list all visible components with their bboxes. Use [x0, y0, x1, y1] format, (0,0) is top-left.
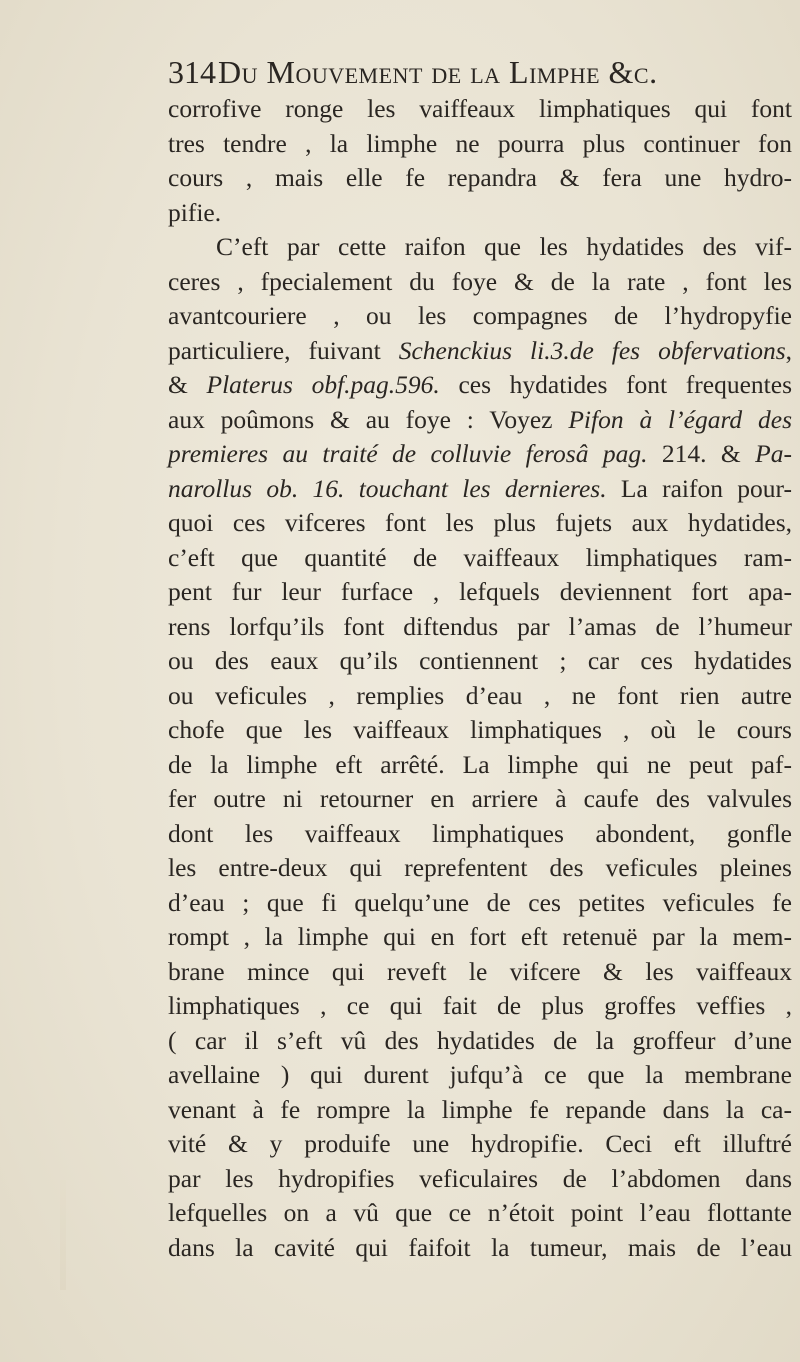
- text-line: fer outre ni retourner en arriere à caufe des valvules: [168, 784, 792, 813]
- citation-italic: Platerus obf.pag.596.: [206, 370, 440, 399]
- citation-italic: Pifon à l’égard des: [568, 404, 793, 434]
- line-roman: ces hydatides font frequentes: [439, 370, 793, 399]
- citation-italic: Pa-: [755, 439, 792, 468]
- text-line: rompt , la limphe qui en fort eft retenuë par la mem-: [168, 922, 792, 951]
- text-line: [168, 334, 792, 369]
- text-line: quoi ces vifceres font les plus fujets aux hydatides,: [168, 508, 792, 537]
- text-line: corrofive ronge les vaiffeaux limphatiques qui font: [168, 94, 792, 123]
- text-line: cours , mais elle fe repandra & fera une hydro-: [168, 163, 792, 192]
- text-line: ceres , fpecialement du foye & de la rate , font les: [168, 266, 792, 296]
- text-line: c’eft que quantité de vaiffeaux limphatiques ram-: [168, 542, 792, 572]
- text-line: [168, 403, 792, 438]
- citation-italic: premieres au traité de colluvie ferosâ pag.: [168, 439, 648, 468]
- paragraph-start-line: C’eft par cette raifon que les hydatides des vif-: [216, 232, 792, 261]
- page-number: 314: [168, 54, 216, 90]
- paper-stain: [60, 1180, 66, 1290]
- text-line: lefquelles on a vû que ce n’étoit point l’eau flottante: [168, 1198, 792, 1227]
- text-line: avantcouriere , ou les compagnes de l’hydropyfie: [168, 301, 792, 330]
- line-roman: ,: [785, 335, 792, 365]
- text-line: de la limphe eft arrêté. La limphe qui ne peut paf-: [168, 749, 792, 779]
- text-line: [168, 437, 792, 472]
- text-line: [168, 368, 792, 403]
- text-line: chofe que les vaiffeaux limphatiques , où le cours: [168, 715, 792, 744]
- page-header: [168, 50, 788, 94]
- text-line: ou des eaux qu’ils contiennent ; car ces hydatides: [168, 646, 792, 675]
- citation-italic: narollus ob. 16. touchant les dernieres.: [168, 473, 607, 503]
- text-line: avellaine ) qui durent jufqu’à ce que la membrane: [168, 1060, 792, 1089]
- text-line: dans la cavité qui faifoit la tumeur, mais de l’eau: [168, 1232, 792, 1262]
- text-line: vité & y produife une hydropifie. Ceci eft illuftré: [168, 1129, 792, 1158]
- text-line: par les hydropifies veficulaires de l’abdomen dans: [168, 1163, 792, 1193]
- text-line: brane mince qui reveft le vifcere & les vaiffeaux: [168, 956, 792, 986]
- text-line: ou veficules , remplies d’eau , ne font rien autre: [168, 680, 792, 710]
- text-line: limphatiques , ce qui fait de plus groffes veffies ,: [168, 991, 792, 1020]
- text-line: pifie.: [168, 197, 222, 227]
- text-line: tres tendre , la limphe ne pourra plus continuer fon: [168, 128, 792, 158]
- line-roman: 214. &: [647, 439, 756, 468]
- line-roman: aux poûmons & au foye : Voyez: [168, 404, 569, 434]
- line-roman: La raifon pour-: [606, 473, 792, 503]
- citation-italic: Schenckius li.3.de fes obfervations: [398, 335, 786, 365]
- body-text: [168, 92, 792, 1265]
- line-roman: particuliere, fuivant: [168, 335, 399, 365]
- text-line: d’eau ; que fi quelqu’une de ces petites veficules fe: [168, 887, 792, 917]
- text-line: ( car il s’eft vû des hydatides de la groffeur d’une: [168, 1025, 792, 1055]
- text-line: venant à fe rompre la limphe fe repande dans la ca-: [168, 1094, 792, 1124]
- text-line: les entre-deux qui reprefentent des veficules pleines: [168, 853, 792, 882]
- text-line: rens lorfqu’ils font diftendus par l’amas de l’humeur: [168, 611, 792, 641]
- text-line: [168, 472, 792, 507]
- text-line: dont les vaiffeaux limphatiques abondent, gonfle: [168, 818, 792, 848]
- line-roman: &: [168, 370, 207, 399]
- running-title: Du Mouvement de la Limphe &c.: [218, 54, 658, 90]
- text-line: pent fur leur furface , lefquels deviennent fort apa-: [168, 577, 792, 606]
